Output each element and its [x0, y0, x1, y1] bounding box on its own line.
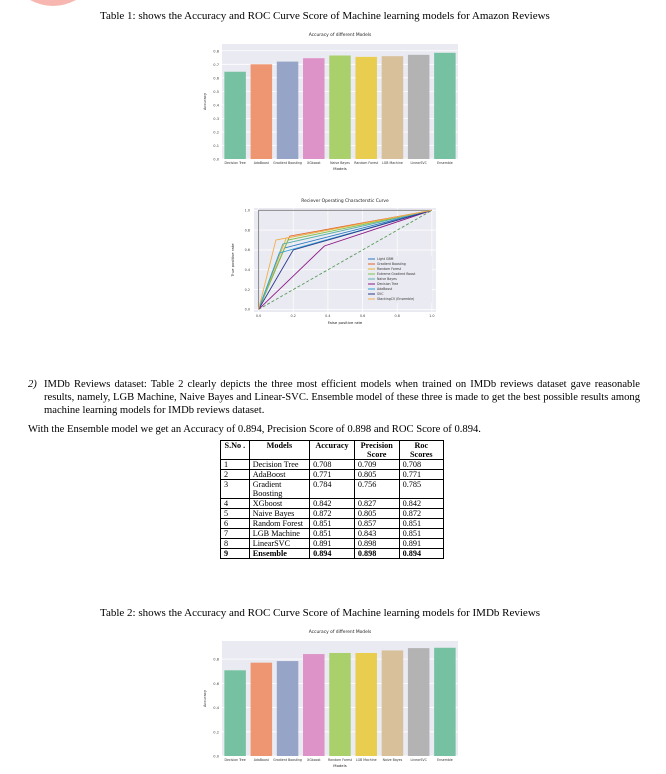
cell-accuracy: 0.784: [310, 480, 355, 499]
cell-precision: 0.709: [354, 460, 399, 470]
bar: [303, 58, 325, 159]
table-row: [221, 509, 444, 519]
cell-roc: 0.785: [399, 480, 443, 499]
y-tick-label: 0.8: [213, 657, 219, 662]
cell-model: Gradient Boosting: [249, 480, 309, 499]
bar: [382, 650, 404, 756]
cell-roc: 0.894: [399, 549, 443, 559]
cell-sno: 8: [221, 539, 250, 549]
table-row: [221, 460, 444, 470]
cell-roc: 0.771: [399, 470, 443, 480]
x-tick-label: Ensemble: [437, 161, 453, 165]
bar: [251, 64, 273, 159]
x-axis-label: Models: [333, 166, 347, 171]
y-tick-label: 0.1: [213, 143, 219, 148]
table-row: [221, 499, 444, 509]
legend-label: Random Forest: [377, 267, 401, 272]
bar: [303, 654, 325, 756]
x-tick-label: 1.0: [429, 314, 435, 318]
y-tick-label: 0.0: [213, 157, 219, 162]
cell-sno: 9: [221, 549, 250, 559]
table-row: [221, 519, 444, 529]
cell-precision: 0.898: [354, 539, 399, 549]
bar: [329, 653, 351, 756]
bar: [329, 56, 351, 160]
cell-accuracy: 0.851: [310, 529, 355, 539]
bar: [434, 53, 456, 159]
cell-model: LinearSVC: [249, 539, 309, 549]
paragraph-imdb: [28, 378, 640, 417]
roc-curve-chart: [222, 194, 444, 334]
cell-accuracy: 0.891: [310, 539, 355, 549]
decorative-arc: [28, 0, 78, 8]
x-tick-label: Gradient Boosting: [273, 161, 302, 165]
x-tick-label: LGB Machine: [382, 161, 403, 165]
legend-label: Decision Tree: [377, 282, 399, 287]
y-tick-label: 0.8: [213, 49, 219, 54]
y-axis-label: Accuracy: [202, 689, 207, 708]
bar: [277, 62, 299, 159]
cell-precision: 0.805: [354, 509, 399, 519]
x-tick-label: LinearSVC: [410, 758, 427, 762]
cell-accuracy: 0.894: [310, 549, 355, 559]
x-tick-label: 0.6: [359, 314, 366, 318]
x-tick-label: 0.2: [290, 314, 296, 318]
header-precision: Precision Score: [354, 441, 399, 460]
y-tick-label: 0.2: [244, 287, 250, 292]
x-tick-label: AdaBoost: [253, 161, 269, 165]
x-tick-label: Gradient Boosting: [273, 758, 302, 762]
results-table: [220, 440, 444, 559]
y-tick-label: 0.2: [213, 130, 219, 135]
y-tick-label: 0.3: [213, 116, 219, 121]
x-tick-label: Naive Bayes: [382, 758, 403, 762]
y-tick-label: 1.0: [244, 208, 250, 213]
x-tick-label: Random Forest: [328, 758, 352, 762]
cell-roc: 0.842: [399, 499, 443, 509]
x-tick-label: LGB Machine: [355, 758, 377, 762]
bar: [408, 55, 430, 159]
bar: [277, 661, 299, 756]
table-row: [221, 470, 444, 480]
cell-accuracy: 0.771: [310, 470, 355, 480]
legend-label: Light GBM: [377, 257, 394, 262]
legend-label: AdaBoost: [377, 287, 393, 292]
y-tick-label: 0.0: [244, 307, 250, 312]
x-tick-label: LinearSVC: [410, 161, 427, 165]
x-tick-label: Ensemble: [437, 758, 453, 762]
legend-label: StackingCV (Ensemble): [377, 297, 415, 302]
caption-table-2: Table 2: shows the Accuracy and ROC Curve Score of Machine learning models for IMDb Reviews: [100, 607, 541, 619]
cell-precision: 0.843: [354, 529, 399, 539]
y-tick-label: 0.4: [213, 706, 219, 711]
x-axis-label: Models: [333, 763, 347, 768]
cell-sno: 6: [221, 519, 250, 529]
chart-title: Accuracy of different Models: [308, 33, 372, 38]
y-tick-label: 0.4: [213, 103, 219, 108]
cell-model: Decision Tree: [249, 460, 309, 470]
y-tick-label: 0.7: [213, 62, 219, 67]
cell-model: Naive Bayes: [249, 509, 309, 519]
x-tick-label: AdaBoost: [253, 758, 269, 762]
x-tick-label: Decision Tree: [224, 758, 246, 762]
header-sno: S.No .: [221, 441, 250, 460]
bar: [355, 57, 377, 159]
bar-chart-amazon: [198, 26, 463, 176]
cell-model: LGB Machine: [249, 529, 309, 539]
bar: [355, 653, 377, 756]
table-row: [221, 549, 444, 559]
legend-label: Naive Bayes: [377, 277, 397, 282]
x-axis-label: False positive rate: [327, 320, 363, 325]
cell-sno: 1: [221, 460, 250, 470]
cell-roc: 0.708: [399, 460, 443, 470]
bar-chart-imdb: [198, 623, 463, 773]
y-axis-label: Accuracy: [202, 92, 207, 111]
x-tick-label: 0.4: [325, 314, 331, 318]
list-number: 2): [28, 379, 37, 390]
cell-sno: 5: [221, 509, 250, 519]
x-tick-label: Random Forest: [354, 161, 379, 165]
cell-roc: 0.872: [399, 509, 443, 519]
cell-model: Ensemble: [249, 549, 309, 559]
chart-title: Accuracy of different Models: [308, 630, 372, 635]
cell-model: XGboost: [249, 499, 309, 509]
y-tick-label: 0.2: [213, 730, 219, 735]
y-tick-label: 0.5: [213, 89, 219, 94]
header-accuracy: Accuracy: [310, 441, 355, 460]
cell-model: Random Forest: [249, 519, 309, 529]
cell-precision: 0.756: [354, 480, 399, 499]
paragraph-ensemble: With the Ensemble model we get an Accuracy of 0.894, Precision Score of 0.898 and ROC Score of 0.894.: [28, 424, 481, 435]
paragraph-imdb-text: IMDb Reviews dataset: Table 2 clearly depicts the three most efficient models when trained on IMDb reviews dataset gave reasonable results, namely, LGB Machine, Naive Bayes and Linear-SVC. Ensemble model of these three is made to get the best possible results among machine learning models for IMDb reviews dataset.: [44, 379, 640, 416]
table-row: [221, 539, 444, 549]
legend-label: SVC: [377, 292, 384, 297]
bar: [224, 670, 246, 756]
cell-roc: 0.891: [399, 539, 443, 549]
header-roc: Roc Scores: [399, 441, 443, 460]
legend-label: Gradient Boosting: [377, 262, 406, 267]
y-axis-label: True positive rate: [230, 243, 235, 277]
x-tick-label: 0.8: [394, 314, 400, 318]
cell-precision: 0.827: [354, 499, 399, 509]
y-tick-label: 0.6: [244, 248, 250, 253]
cell-precision: 0.898: [354, 549, 399, 559]
bar: [224, 72, 246, 159]
table-row: [221, 529, 444, 539]
bar: [251, 663, 273, 756]
x-tick-label: Decision Tree: [224, 161, 246, 165]
x-tick-label: XGboost: [307, 758, 321, 762]
x-tick-label: 0.0: [255, 314, 262, 318]
caption-table-1: Table 1: shows the Accuracy and ROC Curve Score of Machine learning models for Amazon Reviews: [100, 10, 550, 22]
y-tick-label: 0.8: [244, 228, 250, 233]
cell-model: AdaBoost: [249, 470, 309, 480]
legend-label: Extreme Gradient Boost: [377, 272, 416, 277]
cell-sno: 2: [221, 470, 250, 480]
x-tick-label: Naive Bayes: [330, 161, 350, 165]
table-row: [221, 480, 444, 499]
cell-roc: 0.851: [399, 529, 443, 539]
cell-precision: 0.805: [354, 470, 399, 480]
bar: [408, 648, 430, 756]
cell-accuracy: 0.842: [310, 499, 355, 509]
y-tick-label: 0.4: [244, 267, 250, 272]
header-models: Models: [249, 441, 309, 460]
cell-roc: 0.851: [399, 519, 443, 529]
cell-sno: 7: [221, 529, 250, 539]
chart-title: Reciever Operating Characterstic Curve: [301, 199, 389, 204]
x-tick-label: XGboost: [307, 161, 321, 165]
cell-accuracy: 0.872: [310, 509, 355, 519]
cell-precision: 0.857: [354, 519, 399, 529]
y-tick-label: 0.6: [213, 76, 219, 81]
bar: [434, 648, 456, 756]
cell-sno: 3: [221, 480, 250, 499]
y-tick-label: 0.0: [213, 754, 219, 759]
cell-sno: 4: [221, 499, 250, 509]
y-tick-label: 0.6: [213, 681, 219, 686]
cell-accuracy: 0.851: [310, 519, 355, 529]
cell-accuracy: 0.708: [310, 460, 355, 470]
bar: [382, 56, 404, 159]
